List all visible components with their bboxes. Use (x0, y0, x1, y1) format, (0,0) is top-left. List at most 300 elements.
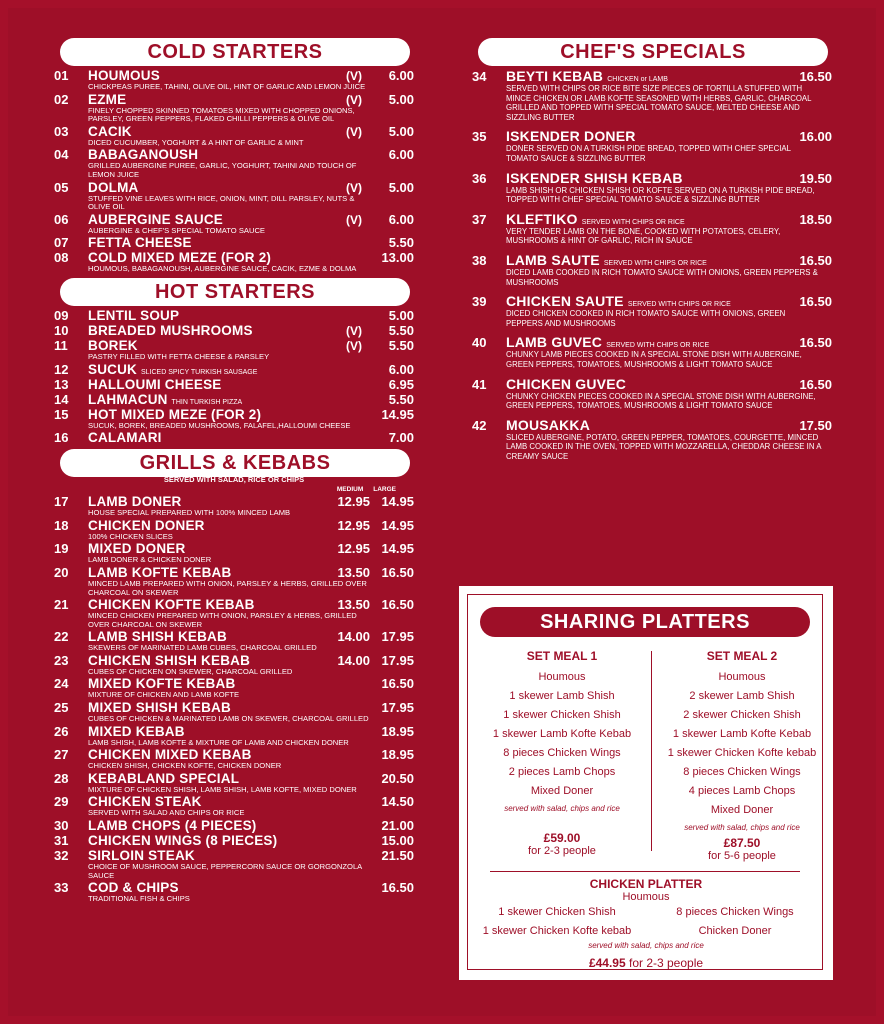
menu-item-row (472, 128, 832, 144)
item-name-text: CHICKEN SHISH KEBAB (88, 652, 251, 668)
menu-item-row (54, 430, 414, 445)
menu-item (54, 362, 414, 377)
menu-item (54, 794, 414, 818)
item-name-text: DOLMA (88, 179, 139, 195)
item-description: CHOICE OF MUSHROOM SAUCE, PEPPERCORN SAUCE OR GORGONZOLA SAUCE (88, 862, 362, 880)
item-price-large: 18.95 (381, 723, 414, 739)
menu-item-row (54, 629, 414, 644)
item-name-text: CHICKEN GUVEC (506, 375, 627, 392)
menu-item-row (54, 407, 414, 422)
set-meal-1 (476, 649, 648, 857)
menu-item-row (54, 653, 414, 668)
item-name-text: BREADED MUSHROOMS (88, 322, 253, 338)
item-description: MINCED CHICKEN PREPARED WITH ONION, PARSLEY & HERBS, GRILLED OVER CHARCOAL ON SKEWER (88, 611, 357, 629)
set-meal-item: 1 skewer Lamb Kofte Kebab (492, 728, 632, 740)
set-meal-2-title: SET MEAL 2 (706, 649, 778, 663)
menu-item-row (54, 771, 414, 786)
item-number: 04 (54, 147, 69, 163)
item-price-large: 21.50 (381, 848, 414, 864)
menu-item-row (54, 833, 414, 848)
item-price: 5.00 (388, 307, 414, 323)
item-price-large: 15.00 (381, 833, 414, 849)
item-name (88, 724, 326, 739)
set-meal-item: Houmous (718, 671, 766, 683)
item-number: 18 (54, 517, 69, 533)
platter-divider-horizontal (490, 871, 800, 872)
item-description: LAMB SHISH, LAMB KOFTE & MIXTURE OF LAMB AND CHICKEN DONER (88, 737, 349, 747)
item-inline-note: SERVED WITH CHIPS OR RICE (627, 301, 731, 309)
item-price: 5.50 (388, 391, 414, 407)
item-description: CHUNKY CHICKEN PIECES COOKED IN A SPECIAL STONE DISH WITH AUBERGINE, GREEN PEPPERS, TOMATOES, MUSHROOMS & LIGHT TOMATO SAUCE (506, 391, 816, 411)
item-name-text: AUBERGINE SAUCE (88, 211, 224, 227)
platter-divider-vertical (651, 651, 652, 851)
item-price: 18.50 (799, 211, 832, 227)
chicken-platter-item: Chicken Doner (698, 925, 772, 937)
item-description: LAMB DONER & CHICKEN DONER (88, 555, 212, 565)
item-name-text: COLD MIXED MEZE (FOR 2) (88, 250, 272, 266)
item-name (88, 392, 346, 407)
item-price-medium: 12.95 (337, 494, 370, 510)
set-meal-item: 1 skewer Lamb Kofte Kebab (672, 728, 812, 740)
chicken-platter-item: 1 skewer Chicken Kofte kebab (482, 925, 632, 937)
chicken-platter-item: 8 pieces Chicken Wings (676, 906, 794, 918)
item-description: STUFFED VINE LEAVES WITH RICE, ONION, MINT, DILL PARSLEY, NUTS & OLIVE OIL (88, 193, 355, 212)
item-price-large: 21.00 (381, 818, 414, 834)
item-price: 16.00 (799, 129, 832, 145)
set-meal-2-items (656, 668, 828, 820)
item-description: CUBES OF CHICKEN ON SKEWER, CHARCOAL GRILLED (88, 666, 293, 676)
item-number: 32 (54, 848, 69, 864)
item-number: 40 (472, 335, 487, 351)
item-name-text: COD & CHIPS (88, 880, 179, 896)
set-meal-item: 2 pieces Lamb Chops (508, 766, 616, 778)
item-number: 13 (54, 376, 69, 392)
item-price: 5.50 (388, 337, 414, 353)
item-price-medium: 14.00 (337, 629, 370, 645)
menu-item-row (54, 565, 414, 580)
item-name-text: CALAMARI (88, 430, 162, 446)
item-inline-note: SERVED WITH CHIPS OR RICE (581, 218, 685, 226)
menu-item-row (54, 180, 414, 195)
item-name-text: LAMB GUVEC (506, 334, 603, 351)
item-name (88, 212, 346, 227)
item-number: 33 (54, 880, 69, 896)
item-number: 08 (54, 250, 69, 266)
item-number: 17 (54, 494, 69, 510)
menu-item-row (54, 880, 414, 895)
item-name-text: LAMB KOFTE KEBAB (88, 564, 232, 580)
item-price-medium: 12.95 (337, 541, 370, 557)
item-price: 6.95 (388, 376, 414, 392)
item-name (88, 323, 346, 338)
item-name-text: MIXED KOFTE KEBAB (88, 676, 236, 692)
item-name (88, 653, 326, 668)
item-description: DONER SERVED ON A TURKISH PIDE BREAD, TOPPED WITH CHEF SPECIAL TOMATO SAUCE & SIZZLING BUTTER (506, 144, 791, 163)
item-name-text: SUCUK (88, 361, 138, 377)
item-name (88, 676, 326, 691)
item-price-large: 16.50 (381, 880, 414, 896)
item-name (506, 170, 784, 186)
menu-item-row (54, 147, 414, 162)
menu-item (54, 68, 414, 92)
item-description: PASTRY FILLED WITH FETTA CHEESE & PARSLEY (88, 351, 270, 361)
menu-item-row (472, 68, 832, 84)
item-name-text: LAMB SAUTE (506, 251, 600, 268)
menu-item (472, 252, 832, 287)
item-number: 20 (54, 564, 69, 580)
item-price-large: 16.50 (381, 597, 414, 613)
item-name (88, 338, 346, 353)
item-description: MIXTURE OF CHICKEN AND LAMB KOFTE (88, 690, 240, 700)
item-name (88, 848, 326, 863)
item-description: TRADITIONAL FISH & CHIPS (88, 894, 190, 904)
item-description: MIXTURE OF CHICKEN SHISH, LAMB SHISH, LAMB KOFTE, MIXED DONER (88, 784, 357, 794)
menu-item (54, 124, 414, 148)
set-meal-1-price: £59.00 (543, 831, 581, 845)
item-name (88, 833, 326, 848)
item-number: 03 (54, 123, 69, 139)
cold-starters-list (54, 68, 414, 274)
item-number: 38 (472, 252, 487, 268)
item-name (88, 124, 346, 139)
item-name-text: MIXED KEBAB (88, 723, 185, 739)
chicken-platter (468, 877, 824, 970)
grills-kebabs-heading: GRILLS & KEBABS (60, 449, 410, 477)
item-name-text: SIRLOIN STEAK (88, 848, 195, 864)
menu-item (54, 212, 414, 236)
menu-item (472, 293, 832, 328)
item-name-text: BABAGANOUSH (88, 147, 199, 163)
item-name-text: MIXED DONER (88, 541, 186, 557)
item-number: 09 (54, 307, 69, 323)
large-label: LARGE (373, 486, 396, 494)
item-name (88, 818, 326, 833)
item-price-large: 17.95 (381, 700, 414, 716)
item-price: 16.50 (799, 252, 832, 268)
item-price: 5.00 (388, 91, 414, 107)
item-description: 100% CHICKEN SLICES (88, 531, 173, 541)
set-meal-item: Houmous (538, 671, 586, 683)
item-price-large: 14.95 (381, 517, 414, 533)
set-meal-2 (656, 649, 828, 862)
menu-item (54, 377, 414, 392)
set-meal-item: Mixed Doner (530, 785, 594, 797)
item-price-large: 16.50 (381, 564, 414, 580)
item-number: 24 (54, 676, 69, 692)
item-name (88, 565, 326, 580)
grills-list (54, 494, 414, 904)
item-description: AUBERGINE & CHEF'S SPECIAL TOMATO SAUCE (88, 225, 265, 235)
item-name-text: MOUSAKKA (506, 416, 591, 433)
right-column (472, 38, 832, 467)
item-price: 14.95 (381, 406, 414, 422)
item-number: 41 (472, 376, 487, 392)
menu-item-row (54, 338, 414, 353)
item-name (88, 794, 326, 809)
item-price-medium: 12.95 (337, 517, 370, 533)
item-number: 19 (54, 541, 69, 557)
item-name-text: EZME (88, 91, 127, 107)
item-name-text: CHICKEN STEAK (88, 794, 202, 810)
menu-item (54, 833, 414, 848)
menu-item-row (54, 235, 414, 250)
item-description: CUBES OF CHICKEN & MARINATED LAMB ON SKEWER, CHARCOAL GRILLED (88, 714, 369, 724)
item-description: SERVED WITH SALAD AND CHIPS OR RICE (88, 808, 245, 818)
item-name-text: LAMB CHOPS (4 PIECES) (88, 818, 257, 834)
hot-starters-heading: HOT STARTERS (60, 278, 410, 306)
menu-item (472, 68, 832, 122)
chicken-platter-serves: for 2-3 people (628, 956, 704, 970)
item-name (88, 147, 346, 162)
item-price-large: 14.95 (381, 494, 414, 510)
item-number: 06 (54, 211, 69, 227)
menu-item (54, 338, 414, 362)
item-price-large: 16.50 (381, 676, 414, 692)
vegetarian-badge: (V) (346, 323, 362, 338)
hot-starters-list (54, 308, 414, 445)
menu-item-row (54, 700, 414, 715)
set-meal-1-title: SET MEAL 1 (526, 649, 598, 663)
item-number: 42 (472, 417, 487, 433)
vegetarian-badge: (V) (346, 92, 362, 107)
menu-item-row (54, 212, 414, 227)
menu-item-row (54, 392, 414, 407)
menu-item (54, 392, 414, 407)
menu-item-row (472, 170, 832, 186)
item-number: 16 (54, 430, 69, 446)
set-meal-item: 1 skewer Chicken Shish (503, 709, 621, 721)
menu-item (472, 211, 832, 246)
set-meal-item: 4 pieces Lamb Chops (688, 785, 796, 797)
item-description: VERY TENDER LAMB ON THE BONE, COOKED WITH POTATOES, CELERY, MUSHROOMS & HINT OF GARLIC, RICH IN SAUCE (506, 226, 781, 246)
item-name-text: LENTIL SOUP (88, 307, 180, 323)
item-price: 6.00 (388, 211, 414, 227)
item-name-text: KLEFTIKO (506, 210, 578, 227)
menu-item (54, 653, 414, 677)
menu-item (54, 629, 414, 653)
item-name-text: CHICKEN KOFTE KEBAB (88, 597, 255, 613)
item-name (88, 700, 326, 715)
menu-item (54, 880, 414, 904)
menu-item (54, 407, 414, 431)
item-name-text: FETTA CHEESE (88, 235, 192, 251)
menu-item-row (54, 68, 414, 83)
item-number: 23 (54, 652, 69, 668)
item-number: 22 (54, 629, 69, 645)
menu-item (54, 565, 414, 597)
item-number: 39 (472, 294, 487, 310)
item-name-text: LAMB SHISH KEBAB (88, 629, 227, 645)
chicken-platter-price-line (468, 956, 824, 970)
menu-item (54, 747, 414, 771)
vegetarian-badge: (V) (346, 69, 362, 83)
item-name (506, 128, 784, 144)
item-name-text: ISKENDER DONER (506, 128, 636, 145)
item-name-text: HOUMOUS (88, 68, 160, 83)
chicken-platter-houmous: Houmous (622, 891, 670, 903)
set-meal-1-note: served with salad, chips and rice (504, 804, 620, 813)
item-description: HOUSE SPECIAL PREPARED WITH 100% MINCED LAMB (88, 508, 291, 518)
item-name (88, 880, 326, 895)
menu-item (54, 430, 414, 445)
item-name-text: MIXED SHISH KEBAB (88, 700, 231, 716)
item-price: 5.00 (388, 179, 414, 195)
item-description: FINELY CHOPPED SKINNED TOMATOES MIXED WITH CHOPPED ONIONS, PARSLEY, GREEN PEPPERS, FLAKED CHILLI PEPPERS & OLIVE OIL (88, 105, 355, 124)
vegetarian-badge: (V) (346, 124, 362, 139)
menu-item-row (54, 676, 414, 691)
menu-item (54, 676, 414, 700)
set-meal-item: 2 skewer Lamb Shish (689, 690, 795, 702)
menu-item-row (54, 541, 414, 556)
item-number: 26 (54, 723, 69, 739)
item-number: 10 (54, 322, 69, 338)
item-number: 12 (54, 361, 69, 377)
menu-item-row (472, 417, 832, 433)
set-meal-item: Mixed Doner (710, 804, 774, 816)
item-name (506, 68, 784, 84)
item-description: LAMB SHISH OR CHICKEN SHISH OR KOFTE SERVED ON A TURKISH PIDE BREAD, TOPPED WITH CHEF SPECIAL TOMATO SAUCE & SIZZLING BUTTER (506, 185, 815, 205)
chefs-specials-heading: CHEF'S SPECIALS (478, 38, 828, 66)
chefs-specials-list (472, 68, 832, 461)
menu-item (472, 128, 832, 163)
set-meal-2-note: served with salad, chips and rice (684, 823, 800, 832)
item-price: 19.50 (799, 170, 832, 186)
item-price: 13.00 (381, 250, 414, 266)
item-name-text: HOT MIXED MEZE (FOR 2) (88, 406, 262, 422)
menu-item-row (54, 818, 414, 833)
item-number: 29 (54, 794, 69, 810)
menu-item (54, 771, 414, 795)
chicken-platter-title: CHICKEN PLATTER (589, 877, 703, 891)
item-price-large: 17.95 (381, 652, 414, 668)
item-name (506, 293, 784, 309)
item-price: 16.50 (799, 294, 832, 310)
menu-item (54, 250, 414, 274)
grills-subtitle: SERVED WITH SALAD, RICE OR CHIPS (163, 475, 305, 485)
menu-item (54, 597, 414, 629)
menu-item (472, 417, 832, 462)
menu-item (472, 170, 832, 205)
menu-item-row (472, 293, 832, 309)
item-name (506, 417, 784, 433)
item-description: DICED CHICKEN COOKED IN RICH TOMATO SAUCE WITH ONIONS, GREEN PEPPERS AND MUSHROOMS (506, 309, 786, 328)
vegetarian-badge: (V) (346, 180, 362, 195)
item-number: 11 (54, 337, 68, 353)
item-price: 6.00 (388, 68, 414, 83)
menu-item (54, 180, 414, 212)
item-description: SERVED WITH CHIPS OR RICE BITE SIZE PIECES OF TORTILLA STUFFED WITH MINCE CHICKEN OR LAMB KOFTE SEASONED WITH HERBS, GARLIC, CHARCOAL GRILLED AND TOPPED WITH SPECIAL TOMATO SAUCE, MELTED CHEESE AND SIZZLING BUTTER (506, 84, 812, 122)
menu-item-row (54, 308, 414, 323)
item-name (88, 92, 346, 107)
item-name-text: LAMB DONER (88, 494, 182, 510)
item-description: DICED CUCUMBER, YOGHURT & A HINT OF GARLIC & MINT (88, 137, 304, 147)
medium-label: MEDIUM (336, 486, 364, 494)
item-price-large: 14.50 (381, 794, 414, 810)
item-price: 6.00 (388, 361, 414, 377)
item-price-medium: 13.50 (337, 597, 370, 613)
menu-item-row (54, 747, 414, 762)
menu-item-row (472, 211, 832, 227)
item-name (506, 211, 784, 227)
item-price: 7.00 (388, 430, 414, 446)
set-meal-1-items (476, 668, 648, 801)
set-meal-item: 8 pieces Chicken Wings (683, 766, 801, 778)
menu-item-row (54, 377, 414, 392)
menu-item-row (54, 92, 414, 107)
chicken-platter-note: served with salad, chips and rice (588, 941, 704, 950)
left-column (54, 38, 414, 904)
item-description: MINCED LAMB PREPARED WITH ONION, PARSLEY & HERBS, GRILLED OVER CHARCOAL ON SKEWER (88, 578, 367, 597)
menu-item (54, 308, 414, 323)
item-number: 36 (472, 170, 487, 186)
item-name (506, 334, 784, 350)
item-name (88, 407, 346, 422)
menu-item (54, 518, 414, 542)
item-number: 27 (54, 747, 69, 763)
item-description: SLICED AUBERGINE, POTATO, GREEN PEPPER, TOMATOES, COURGETTE, MINCED LAMB COOKED IN THE OVEN, TOPPED WITH MOZZARELLA, CHEDDAR CHEESE IN A CREAMY SAUCE (506, 432, 821, 461)
item-inline-note: SERVED WITH CHIPS OR RICE (606, 342, 710, 350)
chicken-platter-row-1 (468, 903, 824, 922)
set-meal-item: 8 pieces Chicken Wings (503, 747, 621, 759)
cold-starters-heading: COLD STARTERS (60, 38, 410, 66)
item-description: GRILLED AUBERGINE PUREE, GARLIC, YOGHURT, TAHINI AND TOUCH OF LEMON JUICE (88, 161, 357, 179)
item-description: SKEWERS OF MARINATED LAMB CUBES, CHARCOAL GRILLED (88, 643, 317, 653)
chicken-platter-item: 1 skewer Chicken Shish (498, 906, 616, 918)
item-name (88, 747, 326, 762)
menu-item (54, 235, 414, 250)
item-price: 5.50 (388, 322, 414, 338)
item-price-large: 18.95 (381, 747, 414, 763)
item-number: 37 (472, 211, 487, 227)
sharing-platters-border (467, 594, 823, 970)
item-price-large: 17.95 (381, 629, 414, 645)
item-name-text: KEBABLAND SPECIAL (88, 770, 240, 786)
item-number: 05 (54, 179, 69, 195)
menu-item-row (54, 362, 414, 377)
item-inline-note: SLICED SPICY TURKISH SAUSAGE (140, 368, 258, 376)
item-inline-note: THIN TURKISH PIZZA (171, 398, 243, 406)
menu-item (54, 724, 414, 748)
item-name (88, 377, 346, 392)
item-description: CHICKPEAS PUREE, TAHINI, OLIVE OIL, HINT OF GARLIC AND LEMON JUICE (88, 82, 366, 91)
item-name-text: CHICKEN DONER (88, 517, 205, 533)
item-price: 16.50 (799, 335, 832, 351)
item-name-text: BEYTI KEBAB (506, 68, 604, 84)
menu-item (54, 323, 414, 338)
item-name-text: CHICKEN WINGS (8 PIECES) (88, 833, 278, 849)
item-price: 17.50 (799, 417, 832, 433)
item-name (88, 597, 326, 612)
item-number: 30 (54, 818, 69, 834)
menu-item (54, 92, 414, 124)
item-number: 07 (54, 235, 69, 251)
item-price: 5.50 (388, 235, 414, 251)
item-name-text: CHICKEN MIXED KEBAB (88, 747, 252, 763)
item-description: SUCUK, BOREK, BREADED MUSHROOMS, FALAFEL,HALLOUMI CHEESE (88, 420, 351, 430)
set-meal-item: 1 skewer Lamb Shish (509, 690, 615, 702)
menu-item (54, 848, 414, 880)
menu-item-row (54, 724, 414, 739)
item-name (88, 518, 326, 533)
item-name-text: CACIK (88, 123, 132, 139)
item-name-text: ISKENDER SHISH KEBAB (506, 169, 683, 186)
set-meal-2-serves: for 5-6 people (708, 850, 776, 862)
menu-item-row (472, 252, 832, 268)
chicken-platter-row-2 (468, 922, 824, 941)
item-number: 25 (54, 700, 69, 716)
item-name-text: CHICKEN SAUTE (506, 293, 624, 310)
menu-item-row (54, 494, 414, 509)
